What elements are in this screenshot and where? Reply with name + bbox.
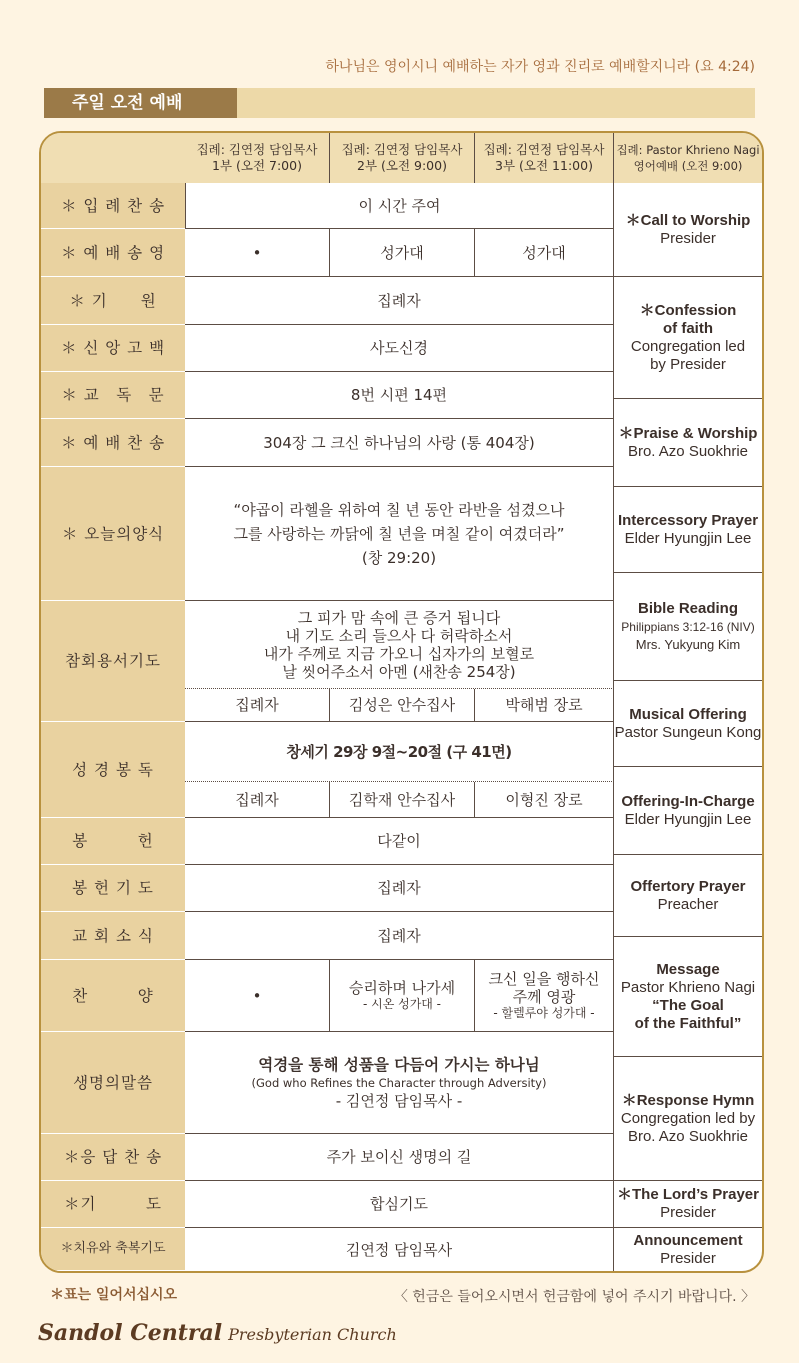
header-col-3-officiant: 집례: 김연정 담임목사 — [483, 142, 605, 157]
header-col-3-time: 3부 (오전 11:00) — [495, 158, 593, 173]
confession-line-4: 날 씻어주소서 아멘 (새찬송 254장) — [282, 662, 516, 681]
value-sermon — [185, 1032, 614, 1134]
label-healing-prayer: ＊치유와 축복기도 — [41, 1228, 185, 1271]
page-title: 주일 오전 예배 — [44, 88, 237, 118]
value-announcements: 집례자 — [185, 912, 614, 960]
english-message-title: Message — [656, 960, 720, 978]
english-bible-reading-title: Bible Reading — [637, 599, 738, 617]
label-response-hymn: ＊응 답 찬 송 — [41, 1134, 185, 1181]
english-bible-reading-reader: Mrs. Yukyung Kim — [635, 636, 741, 652]
value-responsive-reading: 8번 시편 14편 — [185, 372, 614, 419]
english-announcement-title: Announcement — [633, 1231, 743, 1249]
english-offering-leader: Elder Hyungjin Lee — [624, 810, 752, 828]
value-confession-hymn — [185, 601, 614, 689]
header-col-1 — [185, 133, 330, 183]
daily-bread-reference: (창 29:20) — [361, 548, 437, 567]
english-confession-leader: Congregation led — [630, 337, 746, 355]
label-entrance-hymn: ＊ 입 례 찬 송 — [41, 183, 185, 229]
english-call-to-worship-leader: Presider — [660, 229, 716, 247]
english-call-to-worship-title: ＊Call to Worship — [625, 211, 751, 229]
daily-bread-line-1: “야곱이 라헬을 위하여 칠 년 동안 라반을 섬겼으나 — [233, 500, 565, 519]
church-name-sub: Presbyterian Church — [228, 1325, 397, 1344]
confession-leader-2: 김성은 안수집사 — [330, 689, 475, 722]
label-responsive-reading: ＊ 교 독 문 — [41, 372, 185, 419]
value-daily-bread — [185, 467, 614, 601]
english-confession-title-2: of faith — [663, 319, 713, 337]
offering-note: 〈 헌금은 들어오시면서 헌금함에 넣어 주시기 바랍니다. 〉 — [393, 1289, 755, 1305]
header-col-1-time: 1부 (오전 7:00) — [212, 158, 302, 173]
anthem-2-title: 승리하며 나가세 — [348, 979, 456, 997]
sermon-preacher: - 김연정 담임목사 - — [335, 1091, 463, 1110]
label-confession-prayer: 참회용서기도 — [41, 601, 185, 722]
english-lords-prayer — [614, 1181, 762, 1228]
english-praise-leader: Bro. Azo Suokhrie — [627, 442, 749, 460]
english-intercessory-title: Intercessory Prayer — [617, 511, 759, 529]
english-offering-title: Offering-In-Charge — [621, 792, 755, 810]
english-intercessory-leader: Elder Hyungjin Lee — [624, 529, 752, 547]
english-message-sermon-1: “The Goal — [652, 996, 724, 1014]
value-anthem-2 — [330, 960, 475, 1032]
confession-leader-3: 박해범 장로 — [475, 689, 614, 722]
scripture-reader-1: 집례자 — [185, 782, 330, 818]
value-response-hymn: 주가 보이신 생명의 길 — [185, 1134, 614, 1181]
scripture-verse: 하나님은 영이시니 예배하는 자가 영과 진리로 예배할지니라 (요 4:24) — [325, 59, 755, 75]
confession-line-3: 내가 주께로 지금 가오니 십자가의 보혈로 — [263, 644, 535, 663]
label-anthem: 찬 양 — [41, 960, 185, 1032]
english-musical-offering-leader: Pastor Sungeun Kong — [614, 723, 762, 741]
label-scripture-reading: 성 경 봉 독 — [41, 722, 185, 818]
label-offering: 봉 헌 — [41, 818, 185, 865]
label-sermon: 생명의말씀 — [41, 1032, 185, 1134]
english-bible-reading — [614, 573, 762, 681]
standing-note: ＊표는 일어서십시오 — [50, 1287, 178, 1303]
english-announcement-leader: Presider — [660, 1249, 716, 1267]
english-message-sermon-2: of the Faithful” — [634, 1014, 742, 1032]
confession-line-2: 내 기도 소리 들으사 다 허락하소서 — [285, 626, 513, 645]
header-col-1-officiant: 집례: 김연정 담임목사 — [196, 142, 318, 157]
header-col-3 — [475, 133, 614, 183]
label-offertory-prayer: 봉 헌 기 도 — [41, 865, 185, 912]
label-daily-bread: ＊ 오늘의양식 — [41, 467, 185, 601]
value-anthem-1: • — [185, 960, 330, 1032]
english-intercessory-prayer — [614, 487, 762, 573]
value-healing-prayer: 김연정 담임목사 — [185, 1228, 614, 1271]
label-worship-hymn: ＊ 예 배 찬 송 — [41, 419, 185, 467]
english-bible-reading-passage: Philippians 3:12-16 (NIV) — [621, 619, 755, 634]
anthem-3-title-1: 크신 일을 행하신 — [488, 970, 600, 988]
english-offertory-prayer — [614, 855, 762, 937]
value-offering: 다같이 — [185, 818, 614, 865]
value-prayer: 합심기도 — [185, 1181, 614, 1228]
english-confession-leader-2: by Presider — [650, 355, 726, 373]
header-col-4-time: 영어예배 (오전 9:00) — [633, 159, 743, 173]
confession-leader-1: 집례자 — [185, 689, 330, 722]
confession-line-1: 그 피가 맘 속에 큰 증거 됩니다 — [297, 608, 501, 627]
header-col-4-officiant: 집례: Pastor Khrieno Nagi — [616, 143, 760, 157]
english-confession-title: ＊Confession — [639, 301, 737, 319]
daily-bread-line-2: 그를 사랑하는 까닭에 칠 년을 며칠 같이 여겼더라” — [233, 524, 565, 543]
value-anthem-3 — [475, 960, 614, 1032]
scripture-reader-2: 김학재 안수집사 — [330, 782, 475, 818]
english-offertory-leader: Preacher — [657, 895, 719, 913]
anthem-3-choir: - 할렐루야 성가대 - — [493, 1006, 595, 1020]
english-response-hymn — [614, 1057, 762, 1181]
english-offering-in-charge — [614, 767, 762, 855]
value-doxology-3: 성가대 — [475, 229, 614, 277]
header-col-english — [614, 133, 762, 183]
header-col-2-time: 2부 (오전 9:00) — [357, 158, 447, 173]
english-praise-worship — [614, 399, 762, 487]
label-doxology: ＊ 예 배 송 영 — [41, 229, 185, 277]
label-invocation: ＊ 기 원 — [41, 277, 185, 325]
sermon-title-english: (God who Refines the Character through Adversity) — [251, 1075, 547, 1090]
english-message-preacher: Pastor Khrieno Nagi — [620, 978, 756, 996]
value-invocation: 집례자 — [185, 277, 614, 325]
value-entrance-hymn: 이 시간 주여 — [185, 183, 614, 229]
value-worship-hymn: 304장 그 크신 하나님의 사랑 (통 404장) — [185, 419, 614, 467]
value-scripture-reading: 창세기 29장 9절~20절 (구 41면) — [185, 722, 614, 782]
english-lords-prayer-leader: Presider — [660, 1204, 716, 1221]
english-musical-offering-title: Musical Offering — [629, 705, 747, 723]
church-name — [38, 1320, 397, 1346]
english-response-hymn-leader-2: Bro. Azo Suokhrie — [627, 1127, 749, 1145]
worship-order-table — [39, 131, 764, 1273]
sermon-title: 역경을 통해 성품을 다듬어 가시는 하나님 — [258, 1055, 540, 1074]
header-corner — [41, 133, 185, 183]
english-announcement — [614, 1228, 762, 1271]
english-confession — [614, 277, 762, 399]
english-musical-offering — [614, 681, 762, 767]
english-call-to-worship — [614, 183, 762, 277]
scripture-reader-3: 이형진 장로 — [475, 782, 614, 818]
label-prayer: ＊기 도 — [41, 1181, 185, 1228]
label-announcements: 교 회 소 식 — [41, 912, 185, 960]
anthem-2-choir: - 시온 성가대 - — [362, 997, 442, 1011]
english-response-hymn-title: ＊Response Hymn — [621, 1091, 755, 1109]
header-col-2-officiant: 집례: 김연정 담임목사 — [341, 142, 463, 157]
header-col-2 — [330, 133, 475, 183]
english-response-hymn-leader: Congregation led by — [620, 1109, 756, 1127]
english-offertory-title: Offertory Prayer — [630, 877, 746, 895]
value-creed: 사도신경 — [185, 325, 614, 372]
church-name-main: Sandol Central — [38, 1320, 223, 1346]
label-creed: ＊ 신 앙 고 백 — [41, 325, 185, 372]
english-lords-prayer-title: ＊The Lord’s Prayer — [617, 1186, 759, 1203]
value-offertory-prayer: 집례자 — [185, 865, 614, 912]
value-doxology-2: 성가대 — [330, 229, 475, 277]
value-doxology-1: • — [185, 229, 330, 277]
english-message — [614, 937, 762, 1057]
english-praise-title: ＊Praise & Worship — [618, 424, 758, 442]
anthem-3-title-2: 주께 영광 — [512, 988, 576, 1006]
